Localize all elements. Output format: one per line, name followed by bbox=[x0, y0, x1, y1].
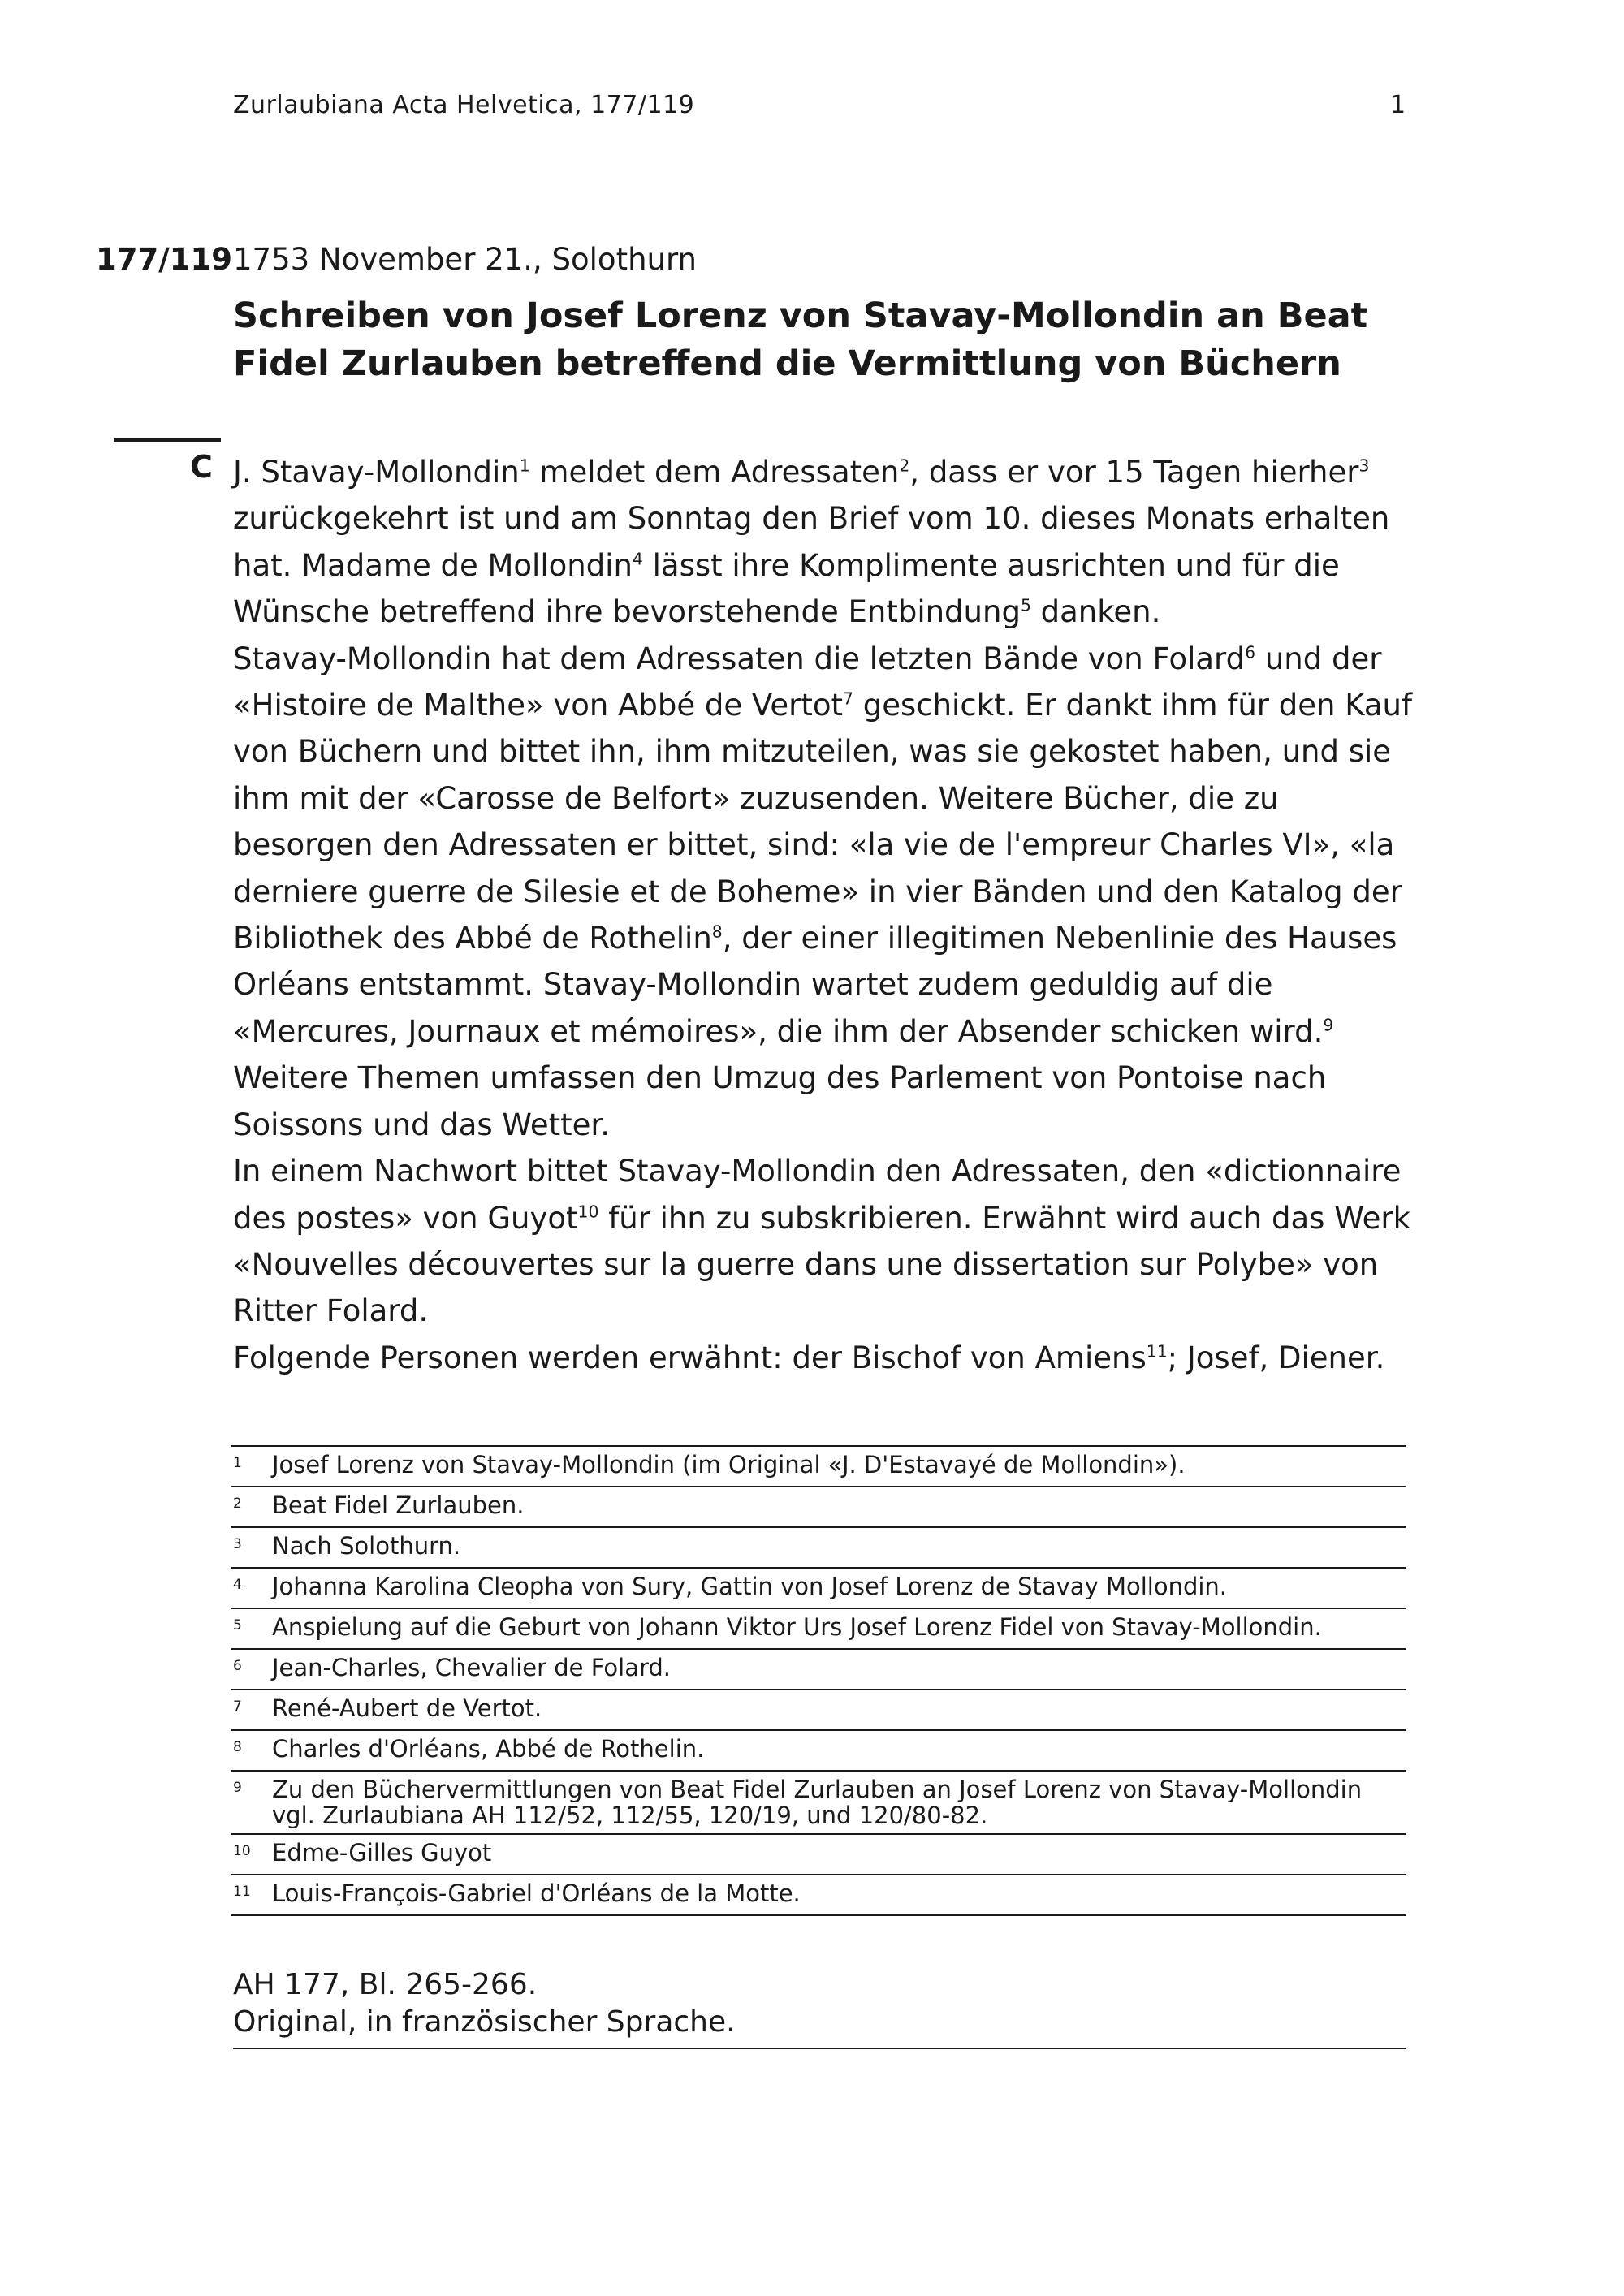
footnotes bbox=[231, 1445, 1406, 1916]
footnote-ref-6[interactable]: 6 bbox=[1245, 642, 1256, 662]
footnote-11 bbox=[231, 1875, 1406, 1916]
footnote-ref-9[interactable]: 9 bbox=[1323, 1015, 1334, 1035]
footnote-number: 3 bbox=[233, 1536, 242, 1552]
footnote-text: Johanna Karolina Cleopha von Sury, Gattin von Josef Lorenz de Stavay Mollondin. bbox=[272, 1573, 1228, 1600]
margin-rule bbox=[114, 438, 221, 442]
footnote-ref-7[interactable]: 7 bbox=[843, 688, 853, 709]
footnote-text: Jean-Charles, Chevalier de Folard. bbox=[272, 1654, 672, 1681]
source-note: Original, in französischer Sprache. bbox=[233, 2005, 736, 2039]
source-reference: AH 177, Bl. 265-266. bbox=[233, 1968, 538, 2001]
footnote-number: 7 bbox=[233, 1698, 242, 1715]
footnote-text: Edme-Gilles Guyot bbox=[272, 1839, 492, 1867]
footnote-2 bbox=[231, 1487, 1406, 1528]
footnote-5 bbox=[231, 1609, 1406, 1650]
footnote-9 bbox=[231, 1772, 1406, 1835]
footnote-10 bbox=[231, 1835, 1406, 1875]
footnote-text: Beat Fidel Zurlauben. bbox=[272, 1491, 525, 1519]
footnote-7 bbox=[231, 1690, 1406, 1731]
footnote-text: Anspielung auf die Geburt von Johann Viktor Urs Josef Lorenz Fidel von Stavay-Mollondin. bbox=[272, 1613, 1322, 1641]
footnote-text: Josef Lorenz von Stavay-Mollondin (im Original «J. D'Estavayé de Mollondin»). bbox=[272, 1451, 1186, 1478]
footnote-number: 6 bbox=[233, 1658, 242, 1674]
footnote-ref-1[interactable]: 1 bbox=[519, 455, 530, 476]
document-date-place: 1753 November 21., Solothurn bbox=[233, 242, 697, 277]
abstract-paragraph-2: Stavay-Mollondin hat dem Adressaten die letzten Bände von Folard$^6$ und der «Histoire de Malthe» von Abbé de Vertot$^7$ geschickt. Er dankt ihm für den Kauf von Büchern und bittet ihn, ihm mitzuteilen, was sie gekostet haben, und sie ihm mit der «Carosse de Belfort» zuzusenden. Weitere Bücher, die zu besorgen den Adressaten er bittet, sind: «la vie de l'empreur Charles VI», «la derniere guerre de Silesie et de Boheme» in vier Bänden und den Katalog der Bibliothek des Abbé de Rothelin$^8$, der einer illegitimen Nebenlinie des Hauses Orléans entstammt. Stavay-Mollondin wartet zudem geduldig auf die «Mercures, Journaux et mémoires», die ihm der Absender schicken wird.$^9$ bbox=[233, 641, 1412, 1049]
footnote-number: 10 bbox=[233, 1843, 251, 1859]
footnote-text: René-Aubert de Vertot. bbox=[272, 1694, 542, 1722]
footnote-8 bbox=[231, 1731, 1406, 1772]
footnote-number: 9 bbox=[233, 1780, 242, 1796]
source-block bbox=[233, 1966, 1406, 2049]
footnote-text: Nach Solothurn. bbox=[272, 1532, 461, 1560]
footnote-number: 8 bbox=[233, 1739, 242, 1755]
footnote-ref-8[interactable]: 8 bbox=[711, 921, 723, 942]
footnote-6 bbox=[231, 1650, 1406, 1690]
footnote-number: 4 bbox=[233, 1577, 242, 1593]
footnote-number: 1 bbox=[233, 1455, 242, 1471]
footnote-number: 11 bbox=[233, 1884, 251, 1900]
footnote-text: Louis-François-Gabriel d'Orléans de la Motte. bbox=[272, 1880, 801, 1907]
category-mark: C bbox=[190, 449, 213, 485]
footnote-ref-3[interactable]: 3 bbox=[1358, 455, 1370, 476]
footnote-3 bbox=[231, 1528, 1406, 1569]
footnote-ref-2[interactable]: 2 bbox=[899, 455, 910, 476]
abstract-paragraph-1: J. Stavay-Mollondin$^1$ meldet dem Adressaten$^2$, dass er vor 15 Tagen hierher$^3$ zurückgekehrt ist und am Sonntag den Brief vom 10. dieses Monats erhalten hat. Madame de Mollondin$^4$ lässt ihre Komplimente ausrichten und für die Wünsche betreffend ihre bevorstehende Entbindung$^5$ danken. bbox=[233, 455, 1390, 630]
abstract-paragraph-4: In einem Nachwort bittet Stavay-Mollondin den Adressaten, den «dictionnaire des postes» von Guyot$^{10}$ für ihn zu subskribieren. Erwähnt wird auch das Werk «Nouvelles découvertes sur la guerre dans une dissertation sur Polybe» von Ritter Folard. bbox=[233, 1154, 1411, 1329]
page-number: 1 bbox=[1390, 91, 1406, 119]
footnote-number: 5 bbox=[233, 1617, 242, 1634]
footnote-ref-10[interactable]: 10 bbox=[577, 1202, 599, 1222]
running-header: Zurlaubiana Acta Helvetica, 177/119 bbox=[233, 91, 695, 119]
footnote-ref-11[interactable]: 11 bbox=[1146, 1341, 1168, 1362]
footnote-ref-5[interactable]: 5 bbox=[1020, 595, 1031, 615]
document-number: 177/119 bbox=[96, 242, 232, 277]
footnote-4 bbox=[231, 1569, 1406, 1609]
abstract-paragraph-5: Folgende Personen werden erwähnt: der Bischof von Amiens$^{11}$; Josef, Diener. bbox=[233, 1340, 1385, 1375]
footnote-ref-4[interactable]: 4 bbox=[632, 549, 643, 569]
footnote-number: 2 bbox=[233, 1495, 242, 1512]
footnote-text: Zu den Büchervermittlungen von Beat Fidel Zurlauben an Josef Lorenz von Stavay-Mollondin vgl. Zurlaubiana AH 112/52, 112/55, 120/19, und 120/80-82. bbox=[272, 1776, 1363, 1829]
footnote-text: Charles d'Orléans, Abbé de Rothelin. bbox=[272, 1735, 705, 1763]
abstract-paragraph-3: Weitere Themen umfassen den Umzug des Parlement von Pontoise nach Soissons und das Wetter. bbox=[233, 1060, 1327, 1142]
footnote-1 bbox=[231, 1447, 1406, 1487]
document-title: Schreiben von Josef Lorenz von Stavay-Mollondin an Beat Fidel Zurlauben betreffend die Vermittlung von Büchern bbox=[233, 296, 1368, 384]
abstract bbox=[233, 449, 1419, 1381]
